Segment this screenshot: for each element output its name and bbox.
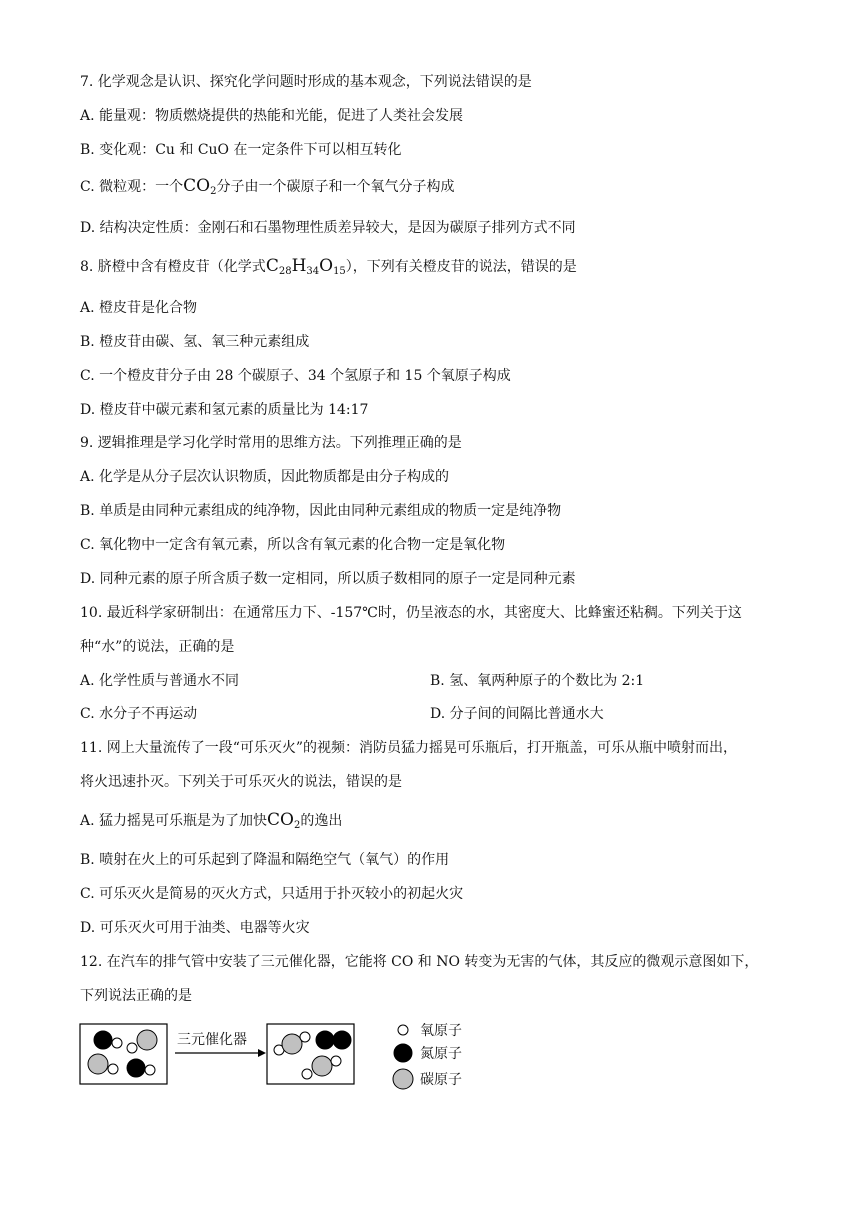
carbon-atom xyxy=(137,1030,157,1050)
q7-option-b: B. 变化观：Cu 和 CuO 在一定条件下可以相互转化 xyxy=(80,142,402,158)
q7-option-c-text-post: 分子由一个碳原子和一个氧气分子构成 xyxy=(216,179,455,195)
q7-option-d: D. 结构决定性质：金刚石和石墨物理性质差异较大，是因为碳原子排列方式不同 xyxy=(80,220,576,236)
q7-option-c xyxy=(80,176,454,197)
q11-stem-line2: 将火迅速扑灭。下列关于可乐灭火的说法，错误的是 xyxy=(80,774,402,790)
q9-option-d: D. 同种元素的原子所含质子数一定相同，所以质子数相同的原子一定是同种元素 xyxy=(80,571,576,587)
q8-option-d: D. 橙皮苷中碳元素和氢元素的质量比为 14:17 xyxy=(80,402,369,418)
q11-stem-line1: 11. 网上大量流传了一段“可乐灭火”的视频：消防员猛力摇晃可乐瓶后，打开瓶盖，可乐从瓶中喷射而出， xyxy=(80,740,738,756)
q9-option-c: C. 氧化物中一定含有氧元素，所以含有氧元素的化合物一定是氧化物 xyxy=(80,537,506,553)
q8-option-a: A. 橙皮苷是化合物 xyxy=(80,300,198,316)
carbon-atom xyxy=(312,1056,332,1076)
oxygen-atom xyxy=(302,1069,312,1079)
carbon-atom xyxy=(88,1054,108,1074)
legend xyxy=(393,1023,462,1089)
oxygen-atom xyxy=(112,1038,122,1048)
oxygen-atom xyxy=(145,1065,155,1075)
q12-stem-line1: 12. 在汽车的排气管中安装了三元催化器，它能将 CO 和 NO 转变为无害的气体，其反应的微观示意图如下， xyxy=(80,954,759,970)
q10-stem-line2: 种“水”的说法，正确的是 xyxy=(80,639,235,655)
q7-option-c-text-pre: C. 微粒观：一个 xyxy=(80,179,184,195)
nitrogen-atom xyxy=(94,1031,112,1049)
arrow-label: 三元催化器 xyxy=(177,1032,247,1048)
nitrogen-atom xyxy=(127,1059,145,1077)
oxygen-atom xyxy=(108,1064,118,1074)
q9-option-a: A. 化学是从分子层次认识物质，因此物质都是由分子构成的 xyxy=(80,469,450,485)
legend-oxygen-icon xyxy=(398,1025,408,1035)
q7-stem: 7. 化学观念是认识、探究化学问题时形成的基本观念，下列说法错误的是 xyxy=(80,74,532,90)
q8-stem: 8. 脐橙中含有橙皮苷（化学式$C_{28}H_{34}O_{15}$），下列有关橙皮苷的说法，错误的是 xyxy=(80,256,577,277)
q11-option-b: B. 喷射在火上的可乐起到了降温和隔绝空气（氧气）的作用 xyxy=(80,852,450,868)
co2-formula: $CO_2$ xyxy=(183,176,217,197)
q8-option-b: B. 橙皮苷由碳、氢、氧三种元素组成 xyxy=(80,334,310,350)
q11-option-a: A. 猛力摇晃可乐瓶是为了加快$CO_2$的逸出 xyxy=(80,810,343,831)
reaction-micro-diagram xyxy=(78,1018,498,1090)
q10-option-c: C. 水分子不再运动 xyxy=(80,706,198,722)
hesperidin-formula: $C_{28}H_{34}O_{15}$ xyxy=(265,256,346,277)
co2-formula: $CO_2$ xyxy=(267,810,301,831)
carbon-atom xyxy=(282,1034,302,1054)
legend-nitrogen-icon xyxy=(394,1044,412,1062)
oxygen-atom xyxy=(127,1043,137,1053)
legend-oxygen-label: 氧原子 xyxy=(420,1023,462,1039)
arrow-head-icon xyxy=(258,1049,266,1057)
legend-nitrogen-label: 氮原子 xyxy=(420,1046,462,1062)
legend-carbon-icon xyxy=(393,1069,413,1089)
oxygen-atom xyxy=(300,1032,310,1042)
q7-option-a: A. 能量观：物质燃烧提供的热能和光能，促进了人类社会发展 xyxy=(80,108,464,124)
nitrogen-atom xyxy=(316,1031,334,1049)
legend-carbon-label: 碳原子 xyxy=(420,1072,462,1088)
q12-stem-line2: 下列说法正确的是 xyxy=(80,988,192,1004)
q11-option-c: C. 可乐灭火是简易的灭火方式，只适用于扑灭较小的初起火灾 xyxy=(80,886,464,902)
q10-option-b: B. 氢、氧两种原子的个数比为 2:1 xyxy=(430,673,645,689)
oxygen-atom xyxy=(331,1056,341,1066)
q8-option-c: C. 一个橙皮苷分子由 28 个碳原子、34 个氢原子和 15 个氧原子构成 xyxy=(80,368,511,384)
nitrogen-atom xyxy=(333,1031,351,1049)
q10-option-a: A. 化学性质与普通水不同 xyxy=(80,673,240,689)
q9-stem: 9. 逻辑推理是学习化学时常用的思维方法。下列推理正确的是 xyxy=(80,435,462,451)
q10-option-d: D. 分子间的间隔比普通水大 xyxy=(430,706,604,722)
q11-option-d: D. 可乐灭火可用于油类、电器等火灾 xyxy=(80,920,310,936)
q10-stem-line1: 10. 最近科学家研制出：在通常压力下、-157℃时，仍呈液态的水，其密度大、比蜂蜜还粘稠。下列关于这 xyxy=(80,605,742,621)
q9-option-b: B. 单质是由同种元素组成的纯净物，因此由同种元素组成的物质一定是纯净物 xyxy=(80,503,562,519)
